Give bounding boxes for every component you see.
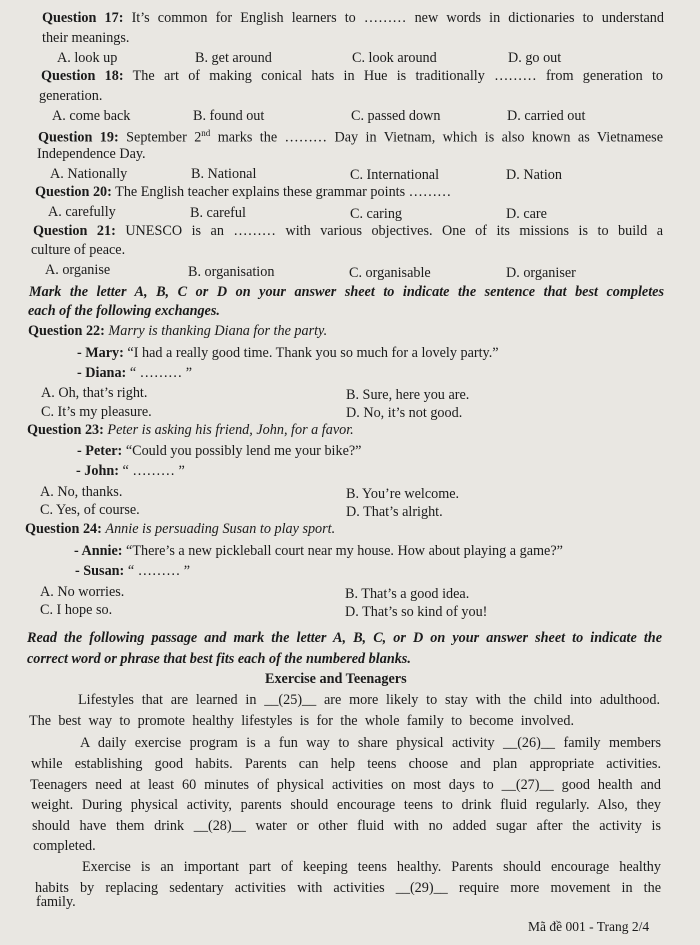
question-17-cont: their meanings. [42,30,130,46]
option-c[interactable]: C. International [350,167,440,183]
dialogue-line [76,462,185,480]
question-text: The English teacher explains these grammar points ……… [115,184,452,200]
question-label: Question 20: [35,184,112,200]
speaker: - Diana: [77,365,127,381]
question-21-cont: culture of peace. [31,242,126,258]
utterance: “I had a really good time. Thank you so much for a lovely party.” [127,345,499,361]
option-b[interactable]: B. found out [193,108,265,124]
question-label: Question 22: [28,323,105,339]
utterance-blank: “ ……… ” [127,563,191,579]
passage-line: Teenagers need at least 60 minutes of physical activities on most days to __(27)__ good health and [30,777,661,793]
question-text: It’s common for English learners to ……… new words in dictionaries to understand [131,10,664,26]
speaker: - Susan: [75,563,125,579]
option-b[interactable]: B. get around [195,50,272,66]
option-c[interactable]: C. I hope so. [40,602,113,618]
option-c[interactable]: C. passed down [351,108,441,124]
utterance: “Could you possibly lend me your bike?” [125,443,362,459]
instruction-line: each of the following exchanges. [28,303,220,319]
question-24 [25,520,335,538]
question-text: The art of making conical hats in Hue is traditionally ……… from generation to [132,68,663,84]
question-17 [42,9,664,27]
question-19 [38,124,663,147]
option-a[interactable]: A. No, thanks. [40,484,123,500]
utterance-blank: “ ……… ” [122,463,185,479]
passage-line: weight. During physical activity, parents should encourage teens to drink fluid regularly. Also, they [31,797,661,813]
page-footer: Mã đề 001 - Trang 2/4 [528,919,650,934]
option-c[interactable]: C. It’s my pleasure. [41,404,152,420]
dialogue-line [75,562,190,580]
instruction-line: Read the following passage and mark the letter A, B, C, or D on your answer sheet to indicate the [27,630,662,646]
option-d[interactable]: D. organiser [506,265,576,281]
passage-line: should have them drink __(28)__ water or other fluid with no added sugar after the activity is [32,818,661,834]
option-a[interactable]: A. look up [57,50,118,66]
speaker: - Mary: [77,345,124,361]
passage-line: Exercise is an important part of keeping teens healthy. Parents should encourage healthy [82,859,661,875]
option-c[interactable]: C. organisable [349,265,431,281]
question-text-a: September 2 [126,129,202,146]
option-d[interactable]: D. Nation [506,167,562,183]
option-a[interactable]: A. organise [45,262,111,278]
option-a[interactable]: A. No worries. [40,584,125,600]
dialogue-line [74,542,563,560]
option-d[interactable]: D. go out [508,50,562,66]
option-a[interactable]: A. Nationally [50,166,128,182]
option-b[interactable]: B. That’s a good idea. [345,586,470,602]
passage-line: The best way to promote healthy lifestyles is for the whole family to become involved. [29,713,574,729]
question-23 [27,421,354,439]
question-label: Question 17: [42,10,124,26]
question-19-cont: Independence Day. [37,146,146,162]
passage-line: Lifestyles that are learned in __(25)__ are more likely to stay with the child into adulthood. [78,692,660,708]
dialogue-line [77,442,361,460]
question-context: Annie is persuading Susan to play sport. [105,521,336,537]
question-context: Marry is thanking Diana for the party. [108,323,328,339]
question-22 [28,322,327,340]
speaker: - Annie: [74,543,123,559]
question-context: Peter is asking his friend, John, for a favor. [107,422,354,438]
passage-line: completed. [33,838,96,854]
speaker: - Peter: [77,443,123,459]
passage-line: while establishing good habits. Parents can help teens choose and plan appropriate activities. [31,756,661,772]
question-18 [41,67,663,85]
utterance: “There’s a new pickleball court near my house. How about playing a game?” [126,543,563,559]
utterance-blank: “ ……… ” [129,365,193,381]
question-text-b: marks the ……… Day in Vietnam, which is also known as Vietnamese [217,129,663,146]
speaker: - John: [76,463,119,479]
option-d[interactable]: D. care [506,206,547,222]
question-label: Question 19: [38,129,119,146]
option-b[interactable]: B. careful [190,205,246,221]
option-a[interactable]: A. Oh, that’s right. [41,385,148,401]
option-d[interactable]: D. carried out [507,108,586,124]
option-d[interactable]: D. No, it’s not good. [346,405,463,421]
question-text: UNESCO is an ……… with various objectives. One of its missions is to build a [125,223,664,239]
option-b[interactable]: B. National [191,166,257,182]
passage-line: family. [36,894,76,910]
dialogue-line [77,344,499,362]
passage-line: A daily exercise program is a fun way to share physical activity __(26)__ family members [80,735,661,751]
passage-title: Exercise and Teenagers [265,671,407,687]
option-c[interactable]: C. caring [350,206,403,222]
option-b[interactable]: B. You’re welcome. [346,486,460,502]
question-label: Question 23: [27,422,104,438]
question-label: Question 24: [25,521,102,537]
option-a[interactable]: A. carefully [48,204,116,220]
option-b[interactable]: B. Sure, here you are. [346,387,470,403]
option-c[interactable]: C. look around [352,50,437,66]
dialogue-line [77,364,192,382]
instruction-line: Mark the letter A, B, C or D on your answer sheet to indicate the sentence that best completes [29,284,664,300]
question-21 [33,222,663,240]
instruction-line: correct word or phrase that best fits each of the numbered blanks. [27,651,411,667]
option-b[interactable]: B. organisation [188,264,275,280]
question-label: Question 18: [41,68,124,84]
option-a[interactable]: A. come back [52,108,131,124]
passage-line: habits by replacing sedentary activities with activities __(29)__ require more movement in the [35,880,661,896]
option-d[interactable]: D. That’s so kind of you! [345,604,488,620]
ordinal-suffix: nd [201,128,211,138]
question-18-cont: generation. [39,88,103,104]
option-d[interactable]: D. That’s alright. [346,504,443,520]
question-20 [35,183,451,201]
question-label: Question 21: [33,223,116,239]
option-c[interactable]: C. Yes, of course. [40,502,140,518]
